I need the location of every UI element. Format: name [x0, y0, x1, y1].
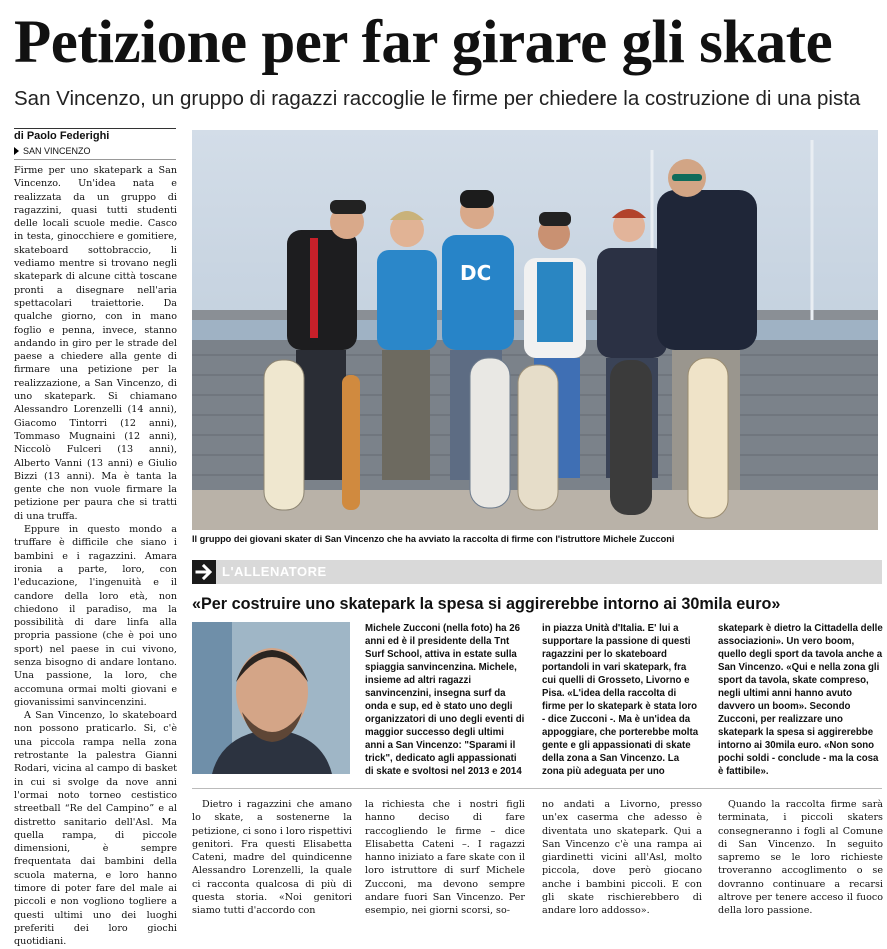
article-paragraph: la richiesta che i nostri figli hanno deciso di fare raccogliendo le firme – dice Elisabetta Cateni –. I ragazzi hanno iniziato a fare skate con il loro istruttore di surf Michele Zucconi, ma devono sempre andare fuori San Vincenzo. Per esempio, nei giorni scorsi, so-	[365, 799, 525, 917]
article-paragraph: Dietro i ragazzini che amano lo skate, a sostenerne la petizione, ci sono i loro rispettivi genitori. Fra questi Elisabetta Cateni, madre del quindicenne Alessandro Lorenzelli, la quale ci racconta qualcosa di più di questa storia. «Noi genitori siamo tutti d'accordo con	[192, 799, 352, 917]
bottom-column-2	[365, 798, 525, 918]
byline-rule	[14, 128, 176, 129]
article-paragraph: Firme per uno skatepark a San Vincenzo. Un'idea nata e realizzata da un gruppo di ragazzini, quasi tutti studenti delle locali scuole medie. Casco in testa, ginocchiere e gomitiere, skateboard sottobraccio, li vediamo mentre si trovano negli skatepark di alcune città toscane pronti a disegnare nell'aria spettacolari traiettorie. Da qualche giorno, con in mano foglio e penna, invece, stanno andando in giro per le strade del paese a chiedere alla gente di firmare una petizione per la realizzazione, a San Vincenzo, di uno skatepark. Si chiamano Alessandro Lorenzelli (14 anni), Giacomo Tintorri (12 anni), Tommaso Mugnaini (12 anni), Niccolò Fulceri (13 anni), Alberto Vanni (13 anni) e Giulio Bizzi (13 anni). Ma è tanta la gente che non vuole firmare la petizione per paura che si tratti di una truffa.	[14, 165, 177, 522]
subheadline: San Vincenzo, un gruppo di ragazzi raccoglie le firme per chiedere la costruzione di una pista	[14, 87, 861, 110]
article-paragraph: Eppure in questo mondo a truffare è difficile che siano i bambini e i ragazzini. Amara ironia a parte, loro, con l'educazione, l'ingenuità e il candore della loro età, non chiedono il paradiso, ma la possibilità di dare linfa alla propria passione (che è poi uno sport) nel paese in cui vivono, senza bisogno di andare lontano. Una passione, la loro, che accomuna ormai molti giovani e giovanissimi sanvincenzini.	[14, 524, 177, 708]
bottom-column-3	[542, 798, 702, 918]
trainer-text-column-3: skatepark è dietro la Cittadella delle associazioni». Un vero boom, quello degli sport da tavola anche a San Vincenzo. «Qui e nella zona gli sport da tavola, skate compreso, negli ultimi anni hanno avuto davvero un boom». Secondo Zucconi, per realizzare uno skatepark la spesa si aggirerebbe intorno ai 30mila euro. «Non sono pochi soldi - conclude - ma la cosa è fattibile».	[718, 623, 883, 777]
dateline-triangle-icon	[14, 147, 19, 155]
dateline-text: SAN VINCENZO	[23, 146, 91, 156]
arrow-box	[192, 560, 216, 584]
article-paragraph: A San Vincenzo, lo skateboard non possono praticarlo. Si, c'è una piccola rampa nella zona retrostante la palestra Gianni Rodari, vicina al campo di basket in cui si svolge da nove anni l'ormai noto torneo cestistico streetball “Re del Campino” e al distretto sanitario dell'Asl. Ma quella rampa, di piccole dimensioni, è sempre frequentata dai bambini della scuola materna, e loro hanno timore di poter fare del male ai piccoli e non vogliono togliere a questi ultimi uno dei luoghi preferiti dei loro giochi quotidiani.	[14, 710, 177, 948]
trainer-text-column-1: Michele Zucconi (nella foto) ha 26 anni ed è il presidente della Tnt Surf School, attiva in estate sulla spiaggia sanvincenzina. Michele, insieme ad altri ragazzi sanvincenzini, insegna surf da onda e sup, ed è stato uno degli organizzatori di uno degli eventi di maggior successo degli ultimi anni a San Vincenzo: "Sparami il trick", dedicato agli appassionati di skate e svoltosi nel 2013 e 2014	[365, 623, 525, 777]
pull-quote: «Per costruire uno skatepark la spesa si aggirerebbe intorno ai 30mila euro»	[192, 595, 781, 613]
dateline-rule	[14, 159, 176, 160]
bottom-column-4	[718, 798, 883, 918]
photo-caption: Il gruppo dei giovani skater di San Vincenzo che ha avviato la raccolta di firme con l'istruttore Michele Zucconi	[192, 534, 675, 544]
headline: Petizione per far girare gli skate	[14, 9, 833, 76]
dateline	[14, 146, 91, 156]
trainer-portrait	[192, 622, 350, 774]
group-photo	[192, 130, 878, 530]
section-label: L'ALLENATORE	[222, 564, 327, 579]
section-divider	[192, 788, 882, 789]
left-article-column	[14, 164, 177, 948]
svg-text:DC: DC	[460, 261, 492, 285]
arrow-right-icon	[192, 560, 216, 584]
trainer-text-column-2: in piazza Unità d'Italia. E' lui a supportare la passione di questi ragazzini per lo skateboard portandoli in vari skatepark, fra cui quelli di Grosseto, Livorno e Pisa. «L'idea della raccolta di firme per lo skatepark è stata loro - dice Zucconi -. Ma è un'idea da appoggiare, che porterebbe molta gente e gli appassionati di skate della zona a San Vincenzo. La zona più adeguata per uno	[542, 623, 699, 777]
byline: di Paolo Federighi	[14, 130, 110, 142]
article-paragraph: Quando la raccolta firme sarà terminata, i piccoli skaters consegneranno i fogli al Comune di San Vincenzo. In seguito sapremo se le loro richieste troveranno accoglimento o se dovranno continuare a recarsi altrove per tenere acceso il fuoco della loro passione.	[718, 799, 883, 917]
bottom-column-1	[192, 798, 352, 918]
article-paragraph: no andati a Livorno, presso un'ex caserma che adesso è diventata uno skatepark. Qui a San Vincenzo c'è una rampa ai giardinetti vicini all'Asl, molto piccola, dove però giocano anche i bambini piccoli. E con gli skate rischierebbero di andare loro addosso».	[542, 799, 702, 917]
